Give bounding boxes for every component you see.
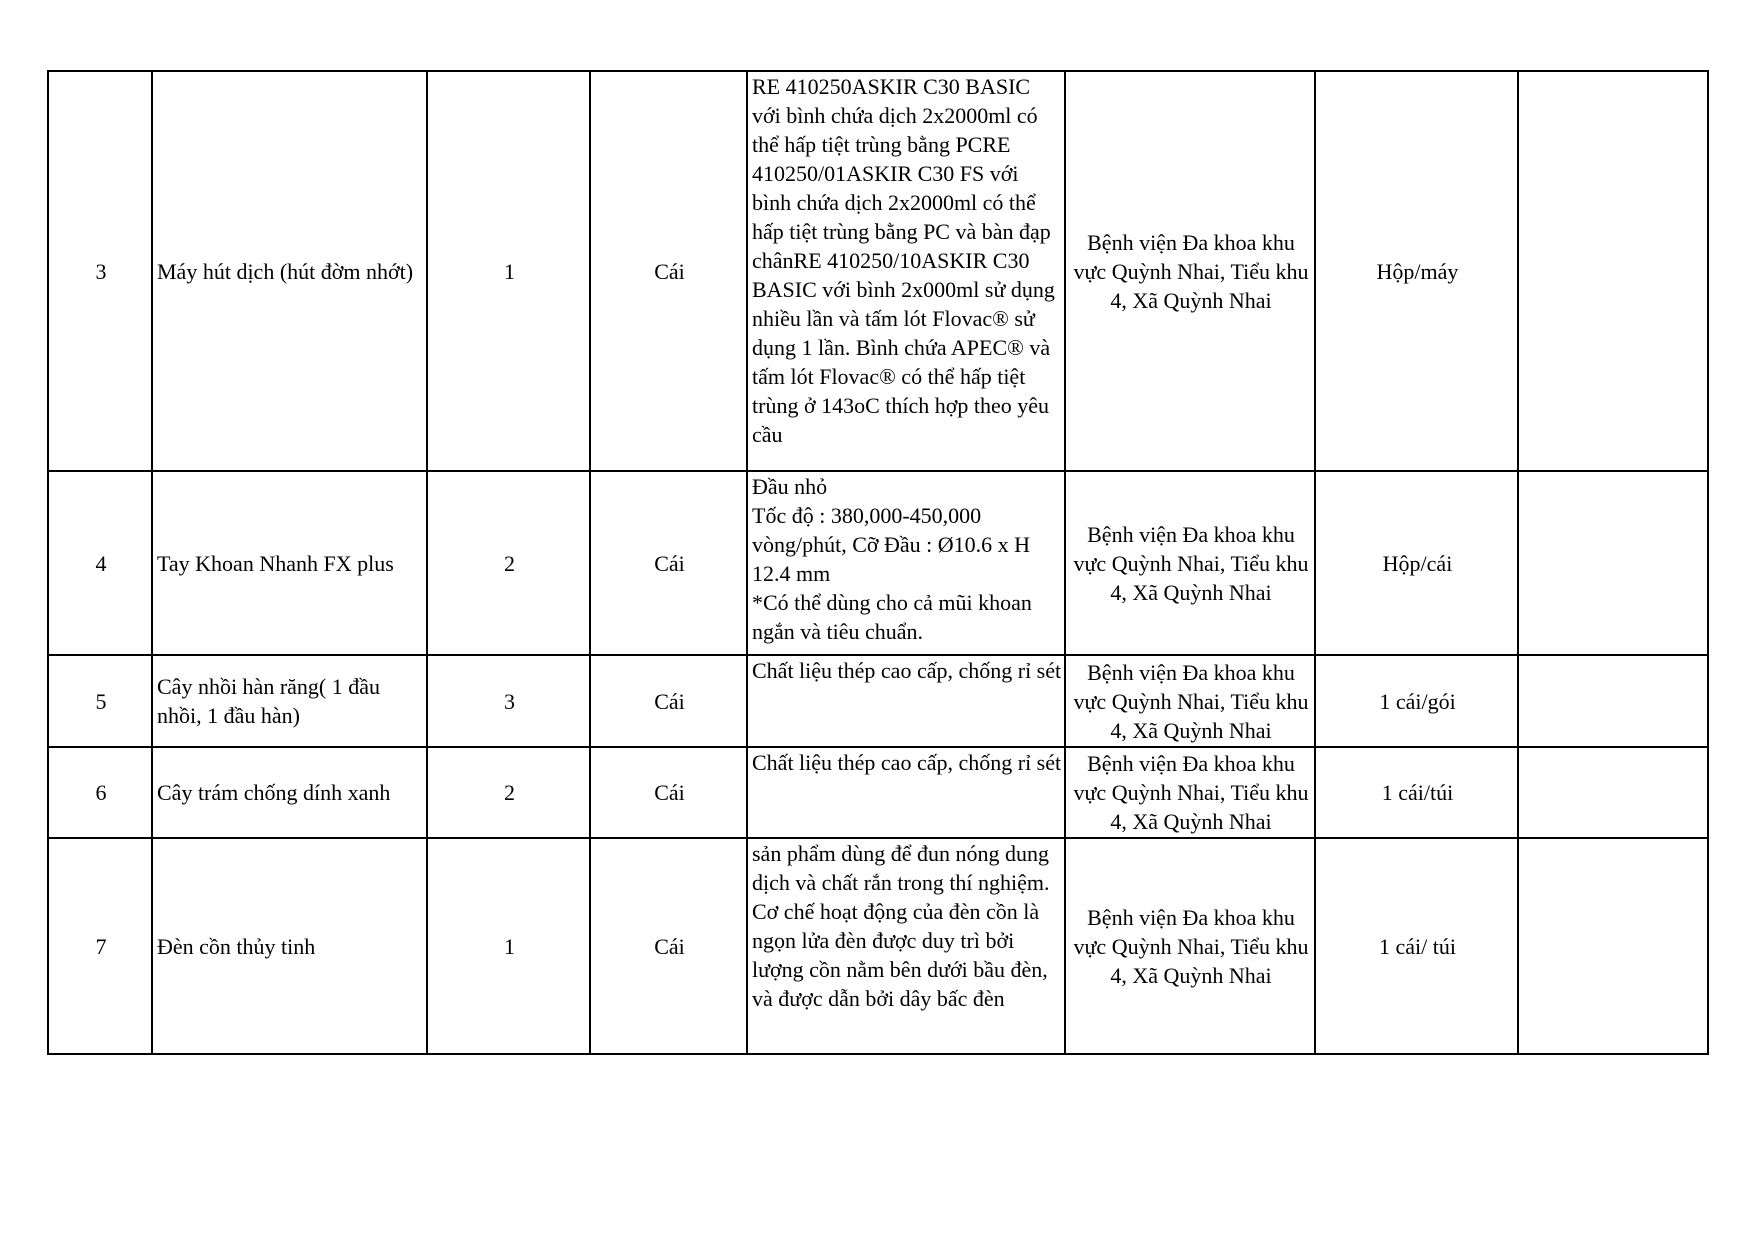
table-row	[48, 471, 1708, 655]
quantity-cell: 2	[427, 747, 590, 838]
note-cell	[1518, 838, 1708, 1054]
stt-cell: 5	[48, 655, 152, 747]
note-cell	[1518, 71, 1708, 471]
stt-cell: 7	[48, 838, 152, 1054]
item-name-cell: Cây trám chống dính xanh	[152, 747, 427, 838]
stt-cell: 4	[48, 471, 152, 655]
packaging-cell: Hộp/máy	[1315, 71, 1518, 471]
note-cell	[1518, 747, 1708, 838]
packaging-cell: 1 cái/túi	[1315, 747, 1518, 838]
unit-cell: Cái	[590, 71, 747, 471]
location-cell: Bệnh viện Đa khoa khu vực Quỳnh Nhai, Tiểu khu 4, Xã Quỳnh Nhai	[1065, 71, 1315, 471]
equipment-table	[47, 70, 1709, 1055]
location-cell: Bệnh viện Đa khoa khu vực Quỳnh Nhai, Tiểu khu 4, Xã Quỳnh Nhai	[1065, 747, 1315, 838]
stt-cell: 6	[48, 747, 152, 838]
item-name-cell: Đèn cồn thủy tinh	[152, 838, 427, 1054]
packaging-cell: 1 cái/gói	[1315, 655, 1518, 747]
quantity-cell: 1	[427, 838, 590, 1054]
quantity-cell: 2	[427, 471, 590, 655]
stt-cell: 3	[48, 71, 152, 471]
location-cell: Bệnh viện Đa khoa khu vực Quỳnh Nhai, Tiểu khu 4, Xã Quỳnh Nhai	[1065, 655, 1315, 747]
spec-cell: sản phẩm dùng để đun nóng dung dịch và chất rắn trong thí nghiệm. Cơ chế hoạt động của đèn cồn là ngọn lửa đèn được duy trì bởi lượng cồn nằm bên dưới bầu đèn, và được dẫn bởi dây bấc đèn	[747, 838, 1065, 1054]
table-row	[48, 838, 1708, 1054]
unit-cell: Cái	[590, 655, 747, 747]
spec-cell: Chất liệu thép cao cấp, chống rỉ sét	[747, 747, 1065, 838]
table-row	[48, 655, 1708, 747]
unit-cell: Cái	[590, 747, 747, 838]
note-cell	[1518, 471, 1708, 655]
item-name-cell: Cây nhồi hàn răng( 1 đầu nhồi, 1 đầu hàn)	[152, 655, 427, 747]
spec-cell: RE 410250ASKIR C30 BASIC với bình chứa dịch 2x2000ml có thể hấp tiệt trùng bằng PCRE 410250/01ASKIR C30 FS với bình chứa dịch 2x2000ml có thể hấp tiệt trùng bằng PC và bàn đạp chânRE 410250/10ASKIR C30 BASIC với bình 2x000ml sử dụng nhiều lần và tấm lót Flovac® sử dụng 1 lần. Bình chứa APEC® và tấm lót Flovac® có thể hấp tiệt trùng ở 143oC thích hợp theo yêu cầu	[747, 71, 1065, 471]
quantity-cell: 3	[427, 655, 590, 747]
item-name-cell: Máy hút dịch (hút đờm nhớt)	[152, 71, 427, 471]
unit-cell: Cái	[590, 471, 747, 655]
spec-cell: Đầu nhỏ Tốc độ : 380,000-450,000 vòng/phút, Cỡ Đầu : Ø10.6 x H 12.4 mm *Có thể dùng cho cả mũi khoan ngắn và tiêu chuẩn.	[747, 471, 1065, 655]
packaging-cell: Hộp/cái	[1315, 471, 1518, 655]
unit-cell: Cái	[590, 838, 747, 1054]
quantity-cell: 1	[427, 71, 590, 471]
location-cell: Bệnh viện Đa khoa khu vực Quỳnh Nhai, Tiểu khu 4, Xã Quỳnh Nhai	[1065, 838, 1315, 1054]
item-name-cell: Tay Khoan Nhanh FX plus	[152, 471, 427, 655]
location-cell: Bệnh viện Đa khoa khu vực Quỳnh Nhai, Tiểu khu 4, Xã Quỳnh Nhai	[1065, 471, 1315, 655]
spec-cell: Chất liệu thép cao cấp, chống rỉ sét	[747, 655, 1065, 747]
table-row	[48, 71, 1708, 471]
packaging-cell: 1 cái/ túi	[1315, 838, 1518, 1054]
table-row	[48, 747, 1708, 838]
note-cell	[1518, 655, 1708, 747]
